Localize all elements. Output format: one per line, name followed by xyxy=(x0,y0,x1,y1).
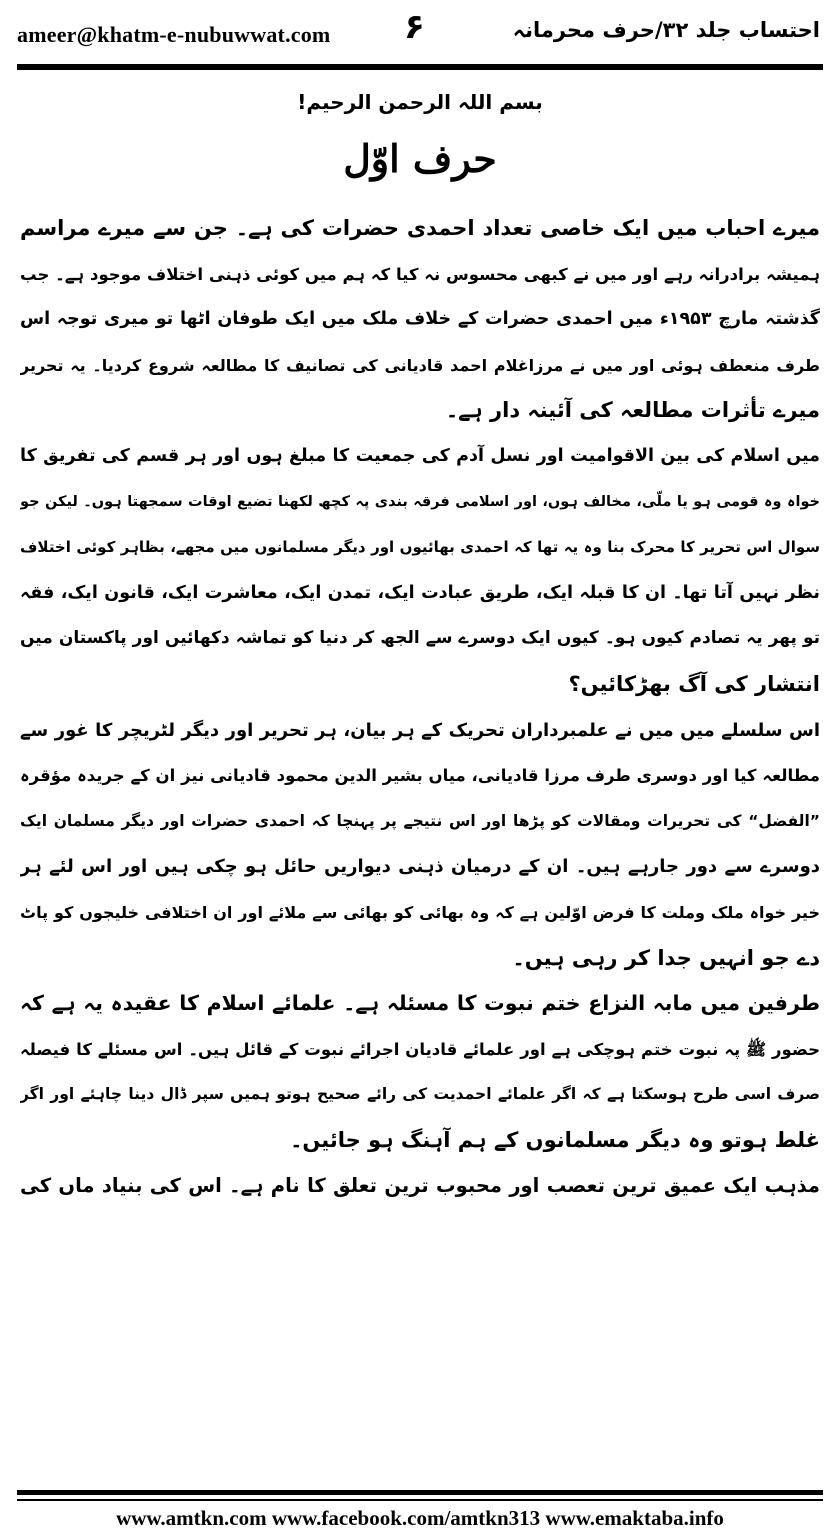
header-rule xyxy=(17,64,823,70)
page-number: ۶ xyxy=(404,7,425,47)
text-line: مذہب ایک عمیق ترین تعصب اور محبوب ترین تعلق کا نام ہے۔ اس کی بنیاد ماں کی xyxy=(20,1174,820,1198)
text-line: نظر نہیں آتا تھا۔ ان کا قبلہ ایک، طریق عبادت ایک، تمدن ایک، معاشرت ایک، قانون ایک، فقہ xyxy=(20,582,820,603)
text-line: میں اسلام کی بین الاقوامیت اور نسل آدم کی جمعیت کا مبلغ ہوں اور ہر قسم کی تفریق کا xyxy=(20,445,820,466)
text-line: صرف اسی طرح ہوسکتا ہے کہ اگر علمائے احمدیت کی رائے صحیح ہوتو ہمیں سپر ڈال دینا چاہئے اور اگر xyxy=(20,1085,820,1104)
running-title: احتساب جلد ۳۲/حرف محرمانہ xyxy=(512,18,820,42)
text-line: اس سلسلے میں میں نے علمبرداران تحریک کے ہر بیان، ہر تحریر اور دیگر لٹریچر کا غور سے xyxy=(20,719,820,741)
text-line: دے جو انہیں جدا کر رہی ہیں۔ xyxy=(512,945,820,970)
text-line: دوسرے سے دور جارہے ہیں۔ ان کے درمیان ذہنی دیواریں حائل ہو چکی ہیں اور اس لئے ہر xyxy=(20,856,820,878)
text-line: ”الفضل“ کی تحریرات ومقالات کو پڑھا اور اس نتیجے پر پہنچا کہ احمدی حضرات اور دیگر مسلمان ایک xyxy=(20,811,820,830)
text-line: غلط ہوتو وہ دیگر مسلمانوں کے ہم آہنگ ہو جائیں۔ xyxy=(290,1127,820,1152)
text-line: مطالعہ کیا اور دوسری طرف مرزا قادیانی، میاں بشیر الدین محمود قادیانی نیز ان کے جریدہ مؤقرہ xyxy=(20,766,820,786)
page-header xyxy=(0,0,840,70)
text-line: حضور ﷺ پہ نبوت ختم ہوچکی ہے اور علمائے قادیان اجرائے نبوت کے قائل ہیں۔ اس مسئلے کا فیصلہ xyxy=(20,1039,820,1059)
text-line: خواہ وہ قومی ہو یا ملّی، مخالف ہوں، اور اسلامی فرقہ بندی پہ کچھ لکھنا تضیع اوقات سمجھتا ہوں۔ لیکن جو xyxy=(20,493,820,510)
text-line: طرف منعطف ہوئی اور میں نے مرزاغلام احمد قادیانی کی تصانیف کا مطالعہ شروع کردیا۔ یہ تحریر xyxy=(20,355,820,375)
text-line: میرے احباب میں ایک خاصی تعداد احمدی حضرات کی ہے۔ جن سے میرے مراسم xyxy=(20,216,820,240)
bismillah: بسم اللہ الرحمن الرحیم! xyxy=(297,90,543,114)
text-line: خیر خواہ ملک وملت کا فرض اوّلین ہے کہ وہ بھائی کو بھائی سے ملائے اور ان اختلافی خلیجوں کو پاٹ xyxy=(20,902,820,922)
header-email: ameer@khatm-e-nubuwwat.com xyxy=(17,22,331,47)
text-line: سوال اس تحریر کا محرک بنا وہ یہ تھا کہ احمدی بھائیوں اور دیگر مسلمانوں میں مجھے، بظاہر کوئی اختلاف xyxy=(20,538,820,557)
footer-links: www.amtkn.com www.facebook.com/amtkn313 www.emaktaba.info xyxy=(116,1506,724,1530)
text-line: تو پھر یہ تصادم کیوں ہو۔ کیوں ایک دوسرے سے الجھ کر دنیا کو تماشہ دکھائیں اور پاکستان میں xyxy=(20,628,820,649)
text-line: طرفین میں مابہ النزاع ختم نبوت کا مسئلہ ہے۔ علمائے اسلام کا عقیدہ یہ ہے کہ xyxy=(20,991,820,1016)
text-line: میرے تأثرات مطالعہ کی آئینہ دار ہے۔ xyxy=(445,398,820,423)
chapter-title: حرف اوّل xyxy=(343,136,497,181)
footer-rule-thin xyxy=(17,1499,823,1501)
footer-rule-thick xyxy=(17,1490,823,1495)
text-line: انتشار کی آگ بھڑکائیں؟ xyxy=(568,671,820,696)
body-text xyxy=(20,206,820,1209)
text-line: ہمیشہ برادرانہ رہے اور میں نے کبھی محسوس نہ کیا کہ ہم میں کوئی ذہنی اختلاف موجود ہے۔ جب xyxy=(20,264,820,284)
text-line: گذشتہ مارچ ۱۹۵۳ء میں احمدی حضرات کے خلاف ملک میں ایک طوفان اٹھا تو میری توجہ اس xyxy=(20,309,820,330)
